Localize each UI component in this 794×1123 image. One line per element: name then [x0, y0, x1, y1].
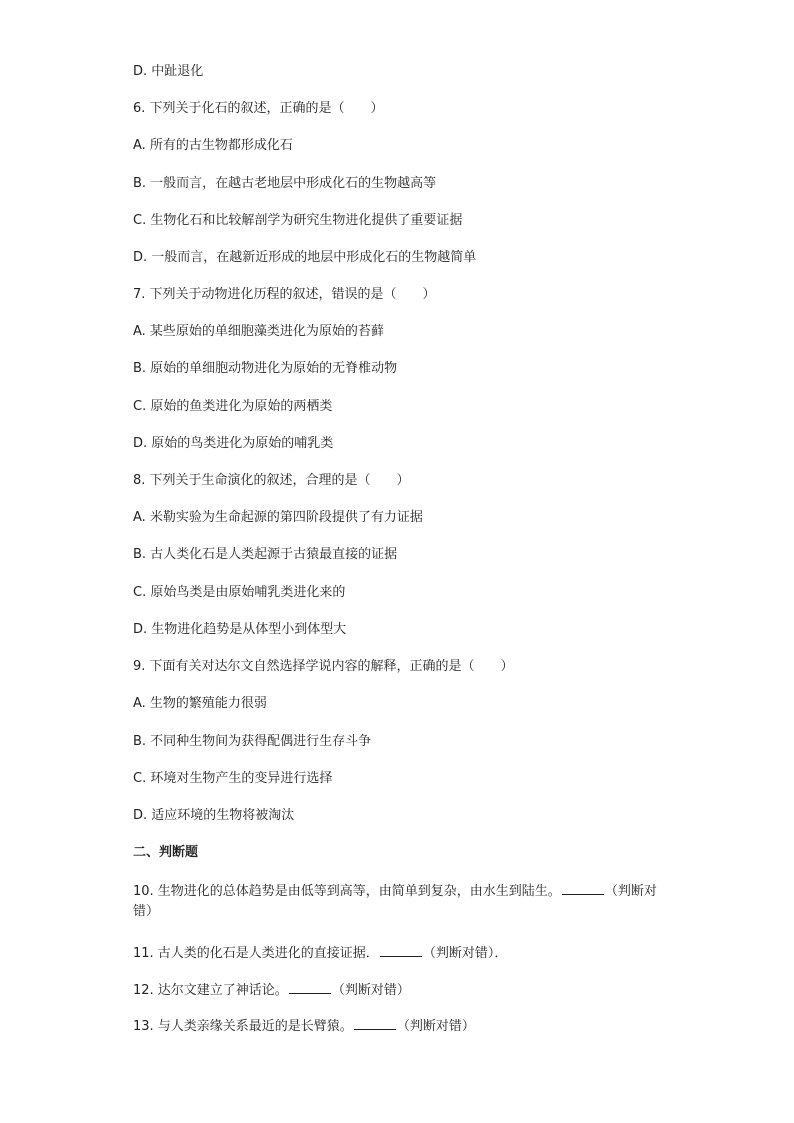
q5-option-d: D. 中趾退化 [133, 64, 204, 79]
q12-text: 12. 达尔文建立了神话论。 [133, 983, 288, 998]
q9-option-c: C. 环境对生物产生的变异进行选择 [133, 771, 333, 786]
q6-option-b: B. 一般而言，在越古老地层中形成化石的生物越高等 [133, 176, 437, 191]
q13-suffix: （判断对错） [396, 1019, 475, 1034]
q8-stem: 8. 下列关于生命演化的叙述，合理的是（ ） [133, 473, 410, 488]
q11-answer-blank[interactable] [380, 944, 422, 957]
q13-item [133, 1017, 475, 1037]
q6-option-d: D. 一般而言，在越新近形成的地层中形成化石的生物越简单 [133, 250, 477, 265]
q7-stem: 7. 下列关于动物进化历程的叙述，错误的是（ ） [133, 287, 436, 302]
q7-option-c: C. 原始的鱼类进化为原始的两栖类 [133, 399, 333, 414]
q11-text: 11. 古人类的化石是人类进化的直接证据． [133, 946, 379, 961]
q13-answer-blank[interactable] [354, 1017, 396, 1030]
q9-stem: 9. 下面有关对达尔文自然选择学说内容的解释，正确的是（ ） [133, 659, 514, 674]
q9-option-a: A. 生物的繁殖能力很弱 [133, 696, 267, 711]
q8-option-a: A. 米勒实验为生命起源的第四阶段提供了有力证据 [133, 510, 423, 525]
q10-suffix: （判断对错） [133, 884, 657, 919]
q13-text: 13. 与人类亲缘关系最近的是长臂猿。 [133, 1019, 353, 1034]
q11-item [133, 944, 507, 964]
q12-item [133, 981, 410, 1001]
q10-answer-blank[interactable] [562, 882, 604, 895]
q6-option-a: A. 所有的古生物都形成化石 [133, 138, 293, 153]
q8-option-c: C. 原始鸟类是由原始哺乳类进化来的 [133, 585, 346, 600]
q9-option-b: B. 不同种生物间为获得配偶进行生存斗争 [133, 734, 372, 749]
q12-answer-blank[interactable] [289, 981, 331, 994]
q7-option-b: B. 原始的单细胞动物进化为原始的无脊椎动物 [133, 361, 398, 376]
q8-option-d: D. 生物进化趋势是从体型小到体型大 [133, 622, 347, 637]
q6-stem: 6. 下列关于化石的叙述，正确的是（ ） [133, 101, 384, 116]
q11-suffix: （判断对错）． [422, 946, 508, 961]
section-title: 二、判断题 [133, 845, 199, 860]
q12-suffix: （判断对错） [331, 983, 410, 998]
q8-option-b: B. 古人类化石是人类起源于古猿最直接的证据 [133, 547, 398, 562]
q7-option-a: A. 某些原始的单细胞藻类进化为原始的苔藓 [133, 324, 384, 339]
q10-item [133, 882, 663, 922]
q9-option-d: D. 适应环境的生物将被淘汰 [133, 808, 295, 823]
q10-text: 10. 生物进化的总体趋势是由低等到高等，由简单到复杂，由水生到陆生。 [133, 884, 561, 899]
q6-option-c: C. 生物化石和比较解剖学为研究生物进化提供了重要证据 [133, 213, 463, 228]
q7-option-d: D. 原始的鸟类进化为原始的哺乳类 [133, 436, 334, 451]
